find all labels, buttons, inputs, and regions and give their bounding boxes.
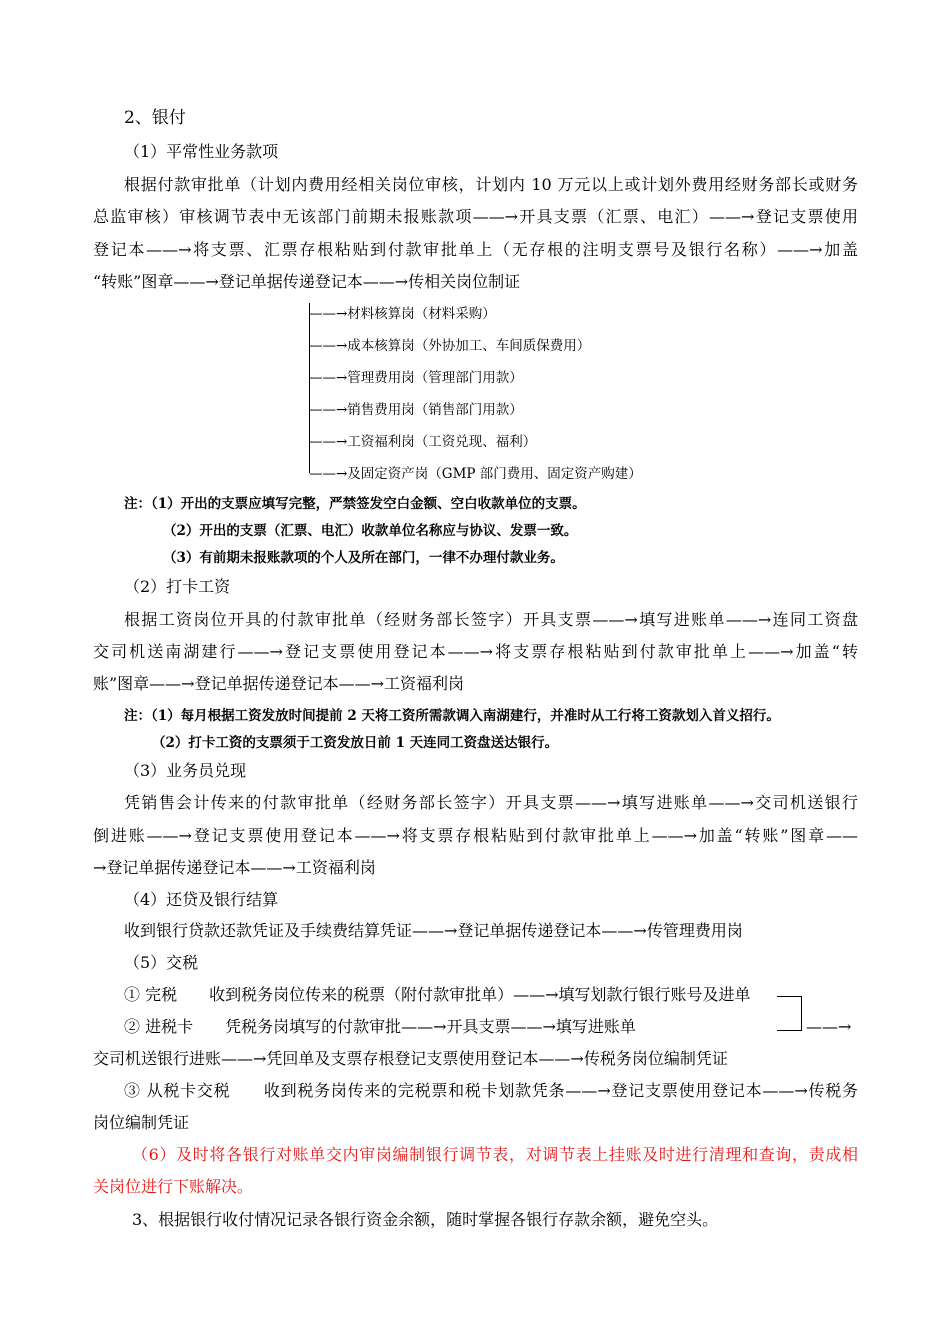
note-line: （2）开出的支票（汇票、电汇）收款单位名称应与协议、发票一致。 — [163, 523, 578, 539]
paragraph-line: “转账”图章——→登记单据传递登记本——→传相关岗位制证 — [93, 272, 521, 291]
paragraph-line: 凭销售会计传来的付款审批单（经财务部长签字）开具支票——→填写进账单——→交司机送银行 — [124, 793, 858, 812]
tax-item-1: ① 完税 收到税务岗位传来的税票（附付款审批单）——→填写划款行银行账号及进单 — [124, 985, 751, 1004]
subsection-title-5: （5）交税 — [124, 953, 199, 972]
section-heading: 2、银付 — [124, 108, 186, 128]
bracket-top — [777, 996, 802, 997]
paragraph-line: 根据付款审批单（计划内费用经相关岗位审核，计划内 10 万元以上或计划外费用经财务部长或财务 — [124, 175, 858, 194]
paragraph-line: 倒进账——→登记支票使用登记本——→将支票存根粘贴到付款审批单上——→加盖“转账”图章—— — [93, 826, 858, 845]
branch-item: ——→成本核算岗（外协加工、车间质保费用） — [309, 338, 591, 354]
tax-item-3: ③ 从税卡交税 收到税务岗传来的完税票和税卡划款凭条——→登记支票使用登记本——→传税务 — [124, 1081, 858, 1100]
subsection-title-1: （1）平常性业务款项 — [124, 142, 279, 161]
branch-item: ——→材料核算岗（材料采购） — [309, 306, 496, 322]
branch-item: ——→销售费用岗（销售部门用款） — [309, 402, 523, 418]
paragraph-line: 交司机送南湖建行——→登记支票使用登记本——→将支票存根粘贴到付款审批单上——→加盖“转 — [93, 642, 858, 661]
subsection-title-2: （2）打卡工资 — [124, 577, 231, 596]
subsection-title-3: （3）业务员兑现 — [124, 761, 247, 780]
subsection-title-4: （4）还贷及银行结算 — [124, 890, 279, 909]
branch-item: ——→管理费用岗（管理部门用款） — [309, 370, 523, 386]
paragraph-line: 账”图章——→登记单据传递登记本——→工资福利岗 — [93, 674, 464, 693]
section-3-text: 3、根据银行收付情况记录各银行资金余额，随时掌握各银行存款余额，避免空头。 — [132, 1210, 719, 1229]
paragraph-line: →登记单据传递登记本——→工资福利岗 — [93, 858, 376, 877]
tax-item-2: ② 进税卡 凭税务岗填写的付款审批——→开具支票——→填写进账单 — [124, 1017, 636, 1036]
note-line: （3）有前期未报账款项的个人及所在部门，一律不办理付款业务。 — [163, 550, 564, 566]
paragraph-line: 登记本——→将支票、汇票存根粘贴到付款审批单上（无存根的注明支票号及银行名称）——→加盖 — [93, 240, 858, 259]
highlight-line: （6）及时将各银行对账单交内审岗编制银行调节表，对调节表上挂账及时进行清理和查询，责成相 — [132, 1145, 858, 1164]
branch-item: ——→工资福利岗（工资兑现、福利） — [309, 434, 537, 450]
bracket-arrow: ——→ — [806, 1017, 852, 1036]
bracket-vertical — [801, 996, 802, 1031]
note-line: （2）打卡工资的支票须于工资发放日前 1 天连同工资盘送达银行。 — [152, 735, 559, 751]
paragraph-line: 交司机送银行进账——→凭回单及支票存根登记支票使用登记本——→传税务岗位编制凭证 — [93, 1049, 728, 1068]
highlight-line: 关岗位进行下账解决。 — [93, 1177, 254, 1196]
paragraph-line: 总监审核）审核调节表中无该部门前期未报账款项——→开具支票（汇票、电汇）——→登记支票使用 — [93, 207, 858, 226]
note-line: 注：（1）开出的支票应填写完整，严禁签发空白金额、空白收款单位的支票。 — [124, 496, 586, 512]
paragraph-line: 岗位编制凭证 — [93, 1113, 190, 1132]
bracket-bottom — [777, 1030, 802, 1031]
paragraph-line: 收到银行贷款还款凭证及手续费结算凭证——→登记单据传递登记本——→传管理费用岗 — [124, 921, 743, 940]
note-line: 注：（1）每月根据工资发放时间提前 2 天将工资所需款调入南湖建行，并准时从工行将工资款划入首义招行。 — [124, 708, 780, 724]
branch-item: ——→及固定资产岗（GMP 部门费用、固定资产购建） — [309, 466, 642, 482]
paragraph-line: 根据工资岗位开具的付款审批单（经财务部长签字）开具支票——→填写进账单——→连同工资盘 — [124, 610, 858, 629]
